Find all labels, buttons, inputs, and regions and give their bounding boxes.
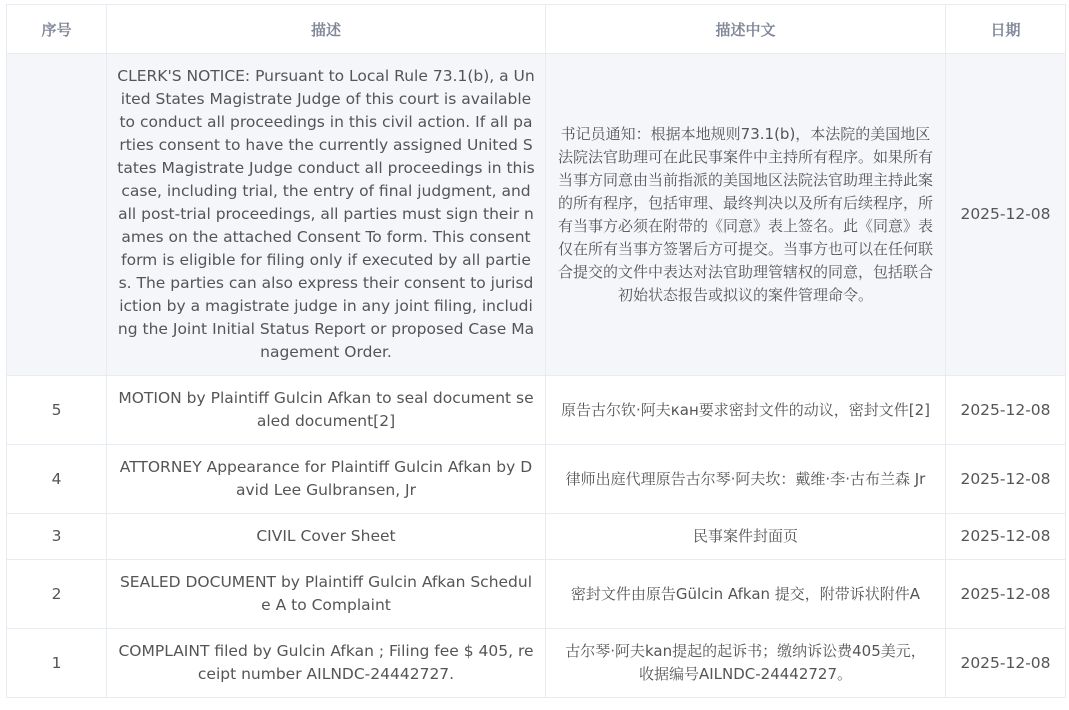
- cell-date: 2025-12-08: [946, 514, 1066, 560]
- cell-description: SEALED DOCUMENT by Plaintiff Gulcin Afkan Schedule A to Complaint: [107, 560, 546, 629]
- table-row[interactable]: [7, 514, 1066, 560]
- cell-number: 4: [7, 445, 107, 514]
- cell-description-zh: 密封文件由原告Gülcin Afkan 提交，附带诉状附件A: [546, 560, 946, 629]
- table-row[interactable]: [7, 376, 1066, 445]
- cell-description: MOTION by Plaintiff Gulcin Afkan to seal document sealed document[2]: [107, 376, 546, 445]
- table-header: [7, 5, 1066, 54]
- cell-description-zh: 民事案件封面页: [546, 514, 946, 560]
- cell-description: CIVIL Cover Sheet: [107, 514, 546, 560]
- cell-description-zh: 原告古尔钦·阿夫кан要求密封文件的动议，密封文件[2]: [546, 376, 946, 445]
- table-row[interactable]: [7, 445, 1066, 514]
- cell-date: 2025-12-08: [946, 54, 1066, 376]
- cell-number: 3: [7, 514, 107, 560]
- column-header-date[interactable]: 日期: [946, 5, 1066, 54]
- cell-description: CLERK'S NOTICE: Pursuant to Local Rule 73.1(b), a United States Magistrate Judge of this court is available to conduct all proceedings in this civil action. If all parties consent to have the currently assigned United States Magistrate Judge conduct all proceedings in this case, including trial, the entry of final judgment, and all post-trial proceedings, all parties must sign their names on the attached Consent To form. This consent form is eligible for filing only if executed by all parties. The parties can also express their consent to jurisdiction by a magistrate judge in any joint filing, including the Joint Initial Status Report or proposed Case Management Order.: [107, 54, 546, 376]
- table-row[interactable]: [7, 560, 1066, 629]
- cell-number: [7, 54, 107, 376]
- cell-date: 2025-12-08: [946, 376, 1066, 445]
- cell-date: 2025-12-08: [946, 445, 1066, 514]
- cell-number: 2: [7, 560, 107, 629]
- cell-description: COMPLAINT filed by Gulcin Afkan ; Filing fee $ 405, receipt number AILNDC-24442727.: [107, 629, 546, 698]
- cell-number: 1: [7, 629, 107, 698]
- table-row[interactable]: [7, 629, 1066, 698]
- column-header-description[interactable]: 描述: [107, 5, 546, 54]
- cell-description-zh: 古尔琴·阿夫kan提起的起诉书；缴纳诉讼费405美元，收据编号AILNDC-24442727。: [546, 629, 946, 698]
- docket-table-container: [6, 4, 1065, 698]
- column-header-number[interactable]: 序号: [7, 5, 107, 54]
- cell-description-zh: 书记员通知：根据本地规则73.1(b)，本法院的美国地区法院法官助理可在此民事案件中主持所有程序。如果所有当事方同意由当前指派的美国地区法院法官助理主持此案的所有程序，包括审理、最终判决以及所有后续程序，所有当事方必须在附带的《同意》表上签名。此《同意》表仅在所有当事方签署后方可提交。当事方也可以在任何联合提交的文件中表达对法官助理管辖权的同意，包括联合初始状态报告或拟议的案件管理命令。: [546, 54, 946, 376]
- cell-description-zh: 律师出庭代理原告古尔琴·阿夫坎：戴维·李·古布兰森 Jr: [546, 445, 946, 514]
- cell-date: 2025-12-08: [946, 629, 1066, 698]
- column-header-description-zh[interactable]: 描述中文: [546, 5, 946, 54]
- header-row: [7, 5, 1066, 54]
- cell-number: 5: [7, 376, 107, 445]
- docket-table: [6, 4, 1066, 698]
- cell-date: 2025-12-08: [946, 560, 1066, 629]
- cell-description: ATTORNEY Appearance for Plaintiff Gulcin Afkan by David Lee Gulbransen, Jr: [107, 445, 546, 514]
- table-body: [7, 54, 1066, 698]
- table-row[interactable]: [7, 54, 1066, 376]
